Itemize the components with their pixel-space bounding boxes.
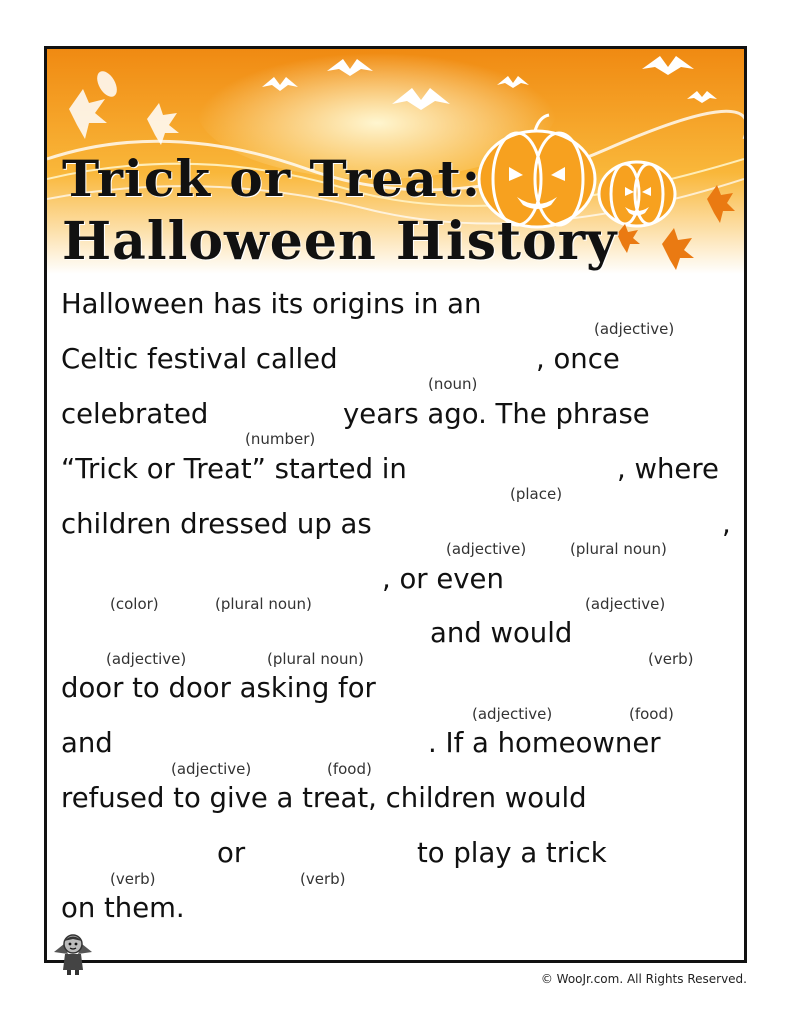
blank-hint: (adjective) (472, 705, 553, 723)
story-text: , where (617, 453, 719, 485)
blank-hint: (food) (327, 760, 372, 778)
copyright-notice: © WooJr.com. All Rights Reserved. (540, 972, 747, 986)
story-text: celebrated (61, 398, 209, 430)
blank-hint: (adjective) (594, 320, 675, 338)
blank-hint: (noun) (428, 375, 478, 393)
blank-hint: (verb) (300, 870, 346, 888)
story-text: and would (430, 617, 573, 649)
story-text: years ago. The phrase (343, 398, 650, 430)
blank-hint: (plural noun) (570, 540, 667, 558)
story-text: Celtic festival called (61, 343, 338, 375)
story-text: , (722, 508, 731, 540)
blank-hint: (adjective) (446, 540, 527, 558)
story-text: or (217, 837, 246, 869)
story-text: on them. (61, 892, 185, 924)
story-text: . If a homeowner (428, 727, 661, 759)
worksheet-frame (44, 46, 747, 963)
story-text: , or even (382, 563, 504, 595)
story-text: door to door asking for (61, 672, 376, 704)
blank-hint: (adjective) (171, 760, 252, 778)
story-text: “Trick or Treat” started in (61, 453, 407, 485)
blank-hint: (place) (510, 485, 563, 503)
blank-hint: (plural noun) (215, 595, 312, 613)
blank-hint: (color) (110, 595, 159, 613)
blank-hint: (plural noun) (267, 650, 364, 668)
story-text: and (61, 727, 113, 759)
blank-hint: (adjective) (106, 650, 187, 668)
vampire-mascot-icon (50, 930, 96, 976)
title-line-1: Trick or Treat: (62, 149, 482, 208)
title-line-2: Halloween History (62, 211, 618, 272)
story-text: to play a trick (417, 837, 607, 869)
story-text: refused to give a treat, children would (61, 782, 587, 814)
blank-hint: (adjective) (585, 595, 666, 613)
story-text: children dressed up as (61, 508, 372, 540)
story-text: Halloween has its origins in an (61, 288, 482, 320)
blank-hint: (food) (629, 705, 674, 723)
blank-hint: (verb) (648, 650, 694, 668)
blank-hint: (number) (245, 430, 316, 448)
blank-hint: (verb) (110, 870, 156, 888)
story-text: , once (536, 343, 620, 375)
